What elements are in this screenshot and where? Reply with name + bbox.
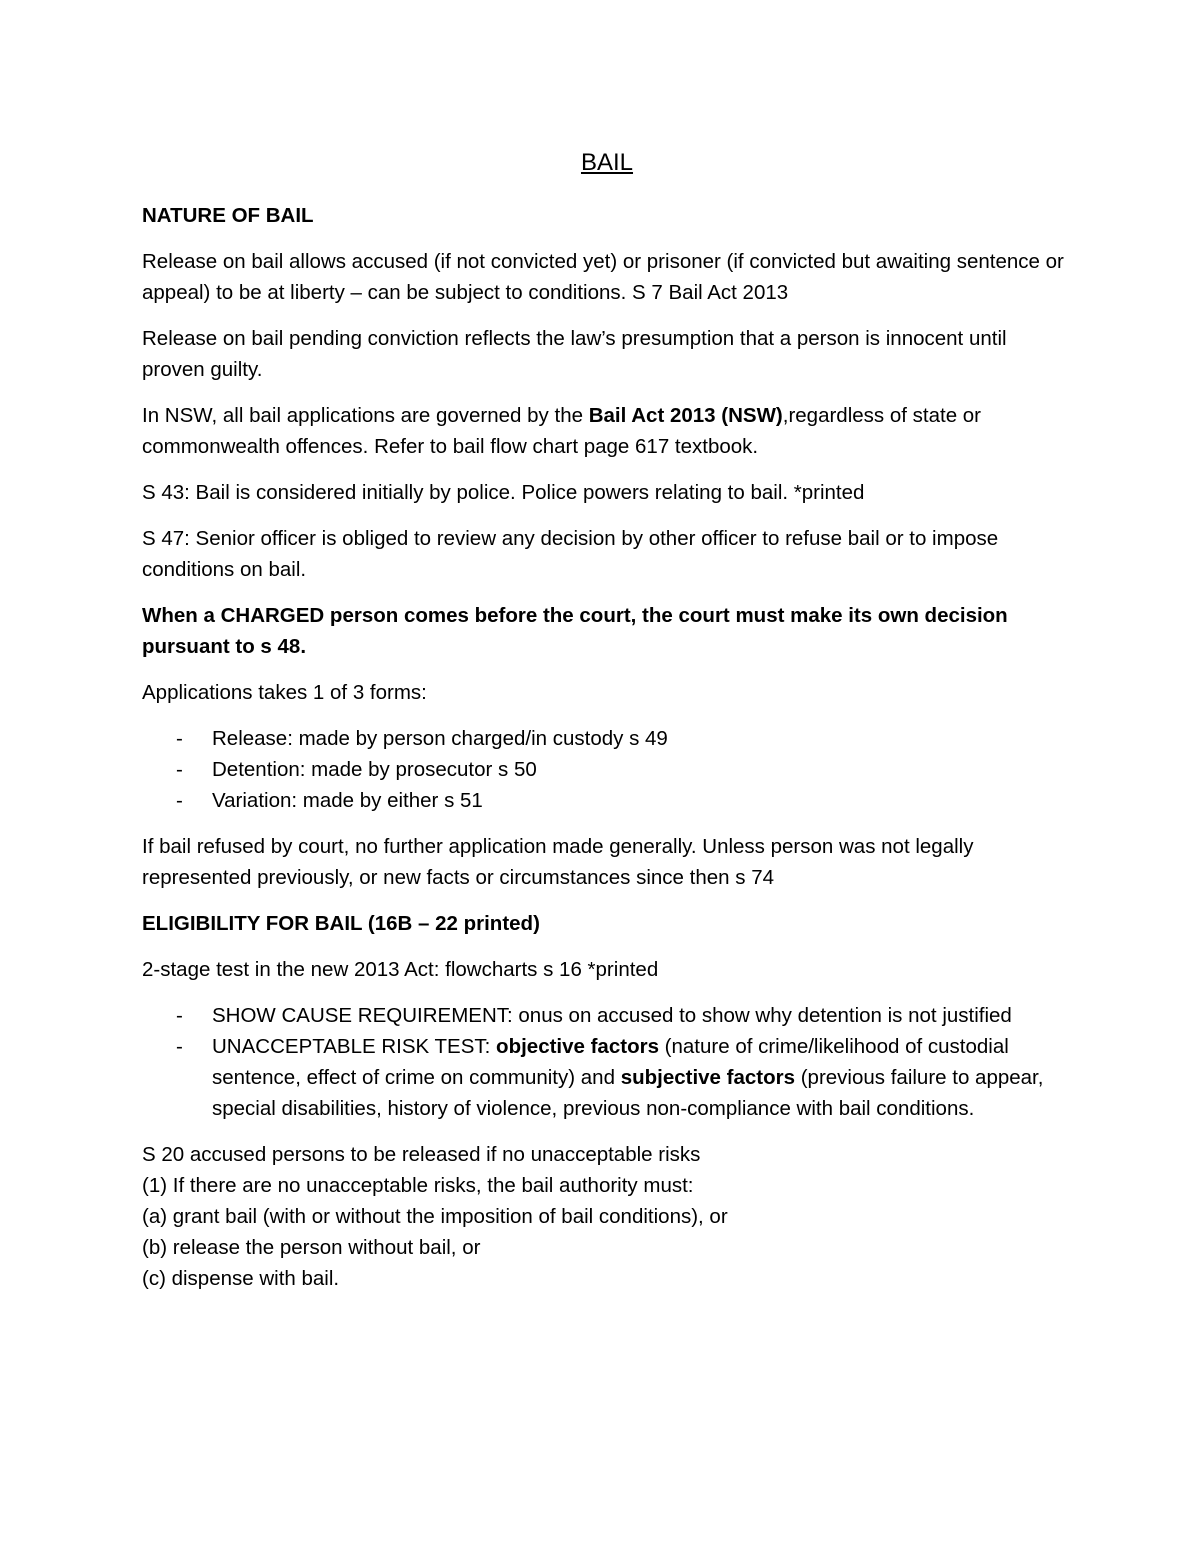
section-heading-nature: NATURE OF BAIL (142, 204, 314, 227)
text-fragment: (previous failure to appear, special disabilities, history of violence, previous non-compliance with bail conditions. (212, 1066, 1044, 1120)
s20-line: (c) dispense with bail. (142, 1267, 340, 1290)
s20-line: (a) grant bail (with or without the imposition of bail conditions), or (142, 1205, 728, 1228)
s20-line: S 20 accused persons to be released if no unacceptable risks (142, 1143, 701, 1166)
paragraph-nsw-governed (142, 400, 1072, 462)
list-item (142, 754, 1072, 785)
document-body (142, 146, 1072, 1294)
list-item (142, 723, 1072, 754)
text-fragment: ,regardless of state or commonwealth offences. Refer to bail flow chart page 617 textbook. (142, 404, 982, 458)
dash-bullet: - (176, 727, 183, 750)
dash-bullet: - (176, 789, 183, 812)
objective-factors-bold: objective factors (496, 1035, 659, 1058)
application-forms-list (142, 723, 1072, 816)
s20-line: (b) release the person without bail, or (142, 1236, 481, 1259)
page-title: BAIL (580, 149, 634, 176)
paragraph-bail-refused: If bail refused by court, no further application made generally. Unless person was not legally represented previously, or new facts or circumstances since then s 74 (142, 835, 974, 889)
paragraph-applications: Applications takes 1 of 3 forms: (142, 681, 427, 704)
act-name-bold: Bail Act 2013 (NSW) (588, 404, 783, 427)
test-list (142, 1000, 1072, 1124)
dash-bullet: - (176, 1004, 183, 1027)
paragraph-presumption: Release on bail pending conviction reflects the law’s presumption that a person is innocent until proven guilty. (142, 327, 1007, 381)
list-item-text: Release: made by person charged/in custody s 49 (212, 727, 668, 750)
paragraph-s47: S 47: Senior officer is obliged to review any decision by other officer to refuse bail or to impose conditions on bail. (142, 527, 999, 581)
text-fragment: In NSW, all bail applications are governed by the (142, 404, 589, 427)
dash-bullet: - (176, 1035, 183, 1058)
list-item (142, 1031, 1072, 1124)
list-item (142, 1000, 1072, 1031)
list-item-text: SHOW CAUSE REQUIREMENT: onus on accused to show why detention is not justified (212, 1004, 1012, 1027)
paragraph-release-on-bail: Release on bail allows accused (if not convicted yet) or prisoner (if convicted but awaiting sentence or appeal) to be at liberty – can be subject to conditions. S 7 Bail Act 2013 (142, 250, 1064, 304)
paragraph-charged-person: When a CHARGED person comes before the court, the court must make its own decision pursuant to s 48. (142, 604, 1008, 658)
list-item-text: Variation: made by either s 51 (212, 789, 483, 812)
s20-line: (1) If there are no unacceptable risks, the bail authority must: (142, 1174, 694, 1197)
paragraph-s43: S 43: Bail is considered initially by police. Police powers relating to bail. *printed (142, 481, 865, 504)
list-item-text: Detention: made by prosecutor s 50 (212, 758, 537, 781)
paragraph-two-stage-test: 2-stage test in the new 2013 Act: flowcharts s 16 *printed (142, 958, 659, 981)
text-fragment: (nature of crime/likelihood of custodial sentence, effect of crime on community) and (212, 1035, 1009, 1089)
text-fragment: UNACCEPTABLE RISK TEST: (212, 1035, 497, 1058)
subjective-factors-bold: subjective factors (620, 1066, 796, 1089)
section-heading-eligibility: ELIGIBILITY FOR BAIL (16B – 22 printed) (142, 912, 540, 935)
dash-bullet: - (176, 758, 183, 781)
list-item (142, 785, 1072, 816)
